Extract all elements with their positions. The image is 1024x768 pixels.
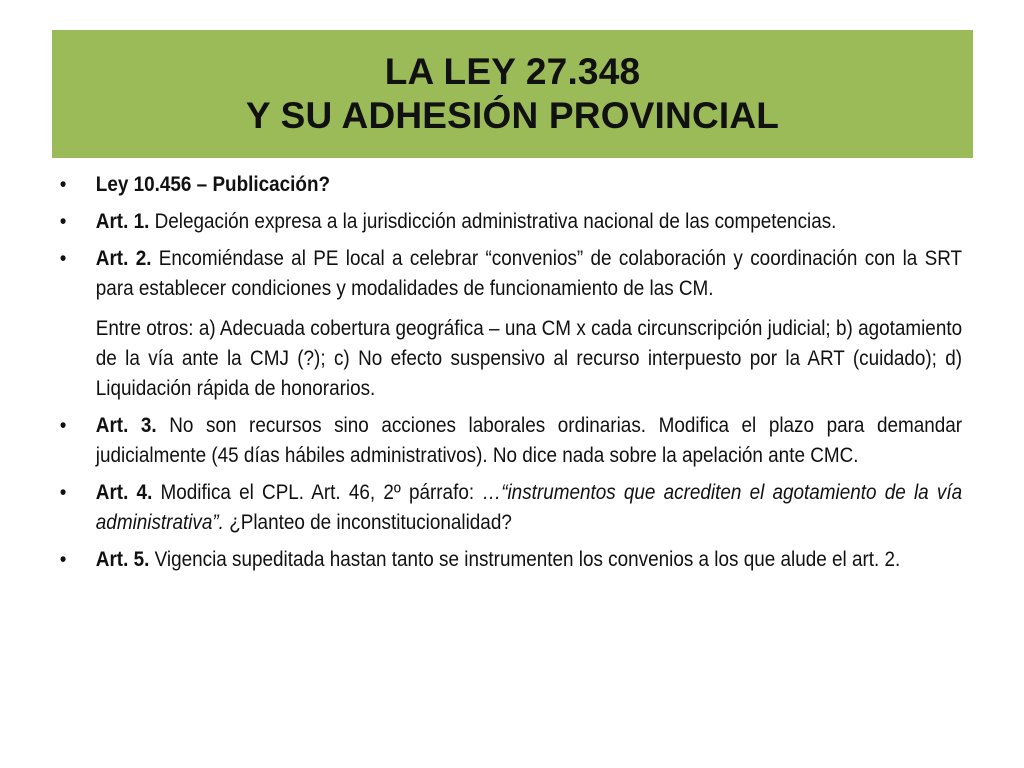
item-text: Delegación expresa a la jurisdicción administrativa nacional de las competencias. xyxy=(149,210,837,233)
bullet-marker: • xyxy=(59,247,67,270)
bullet-marker: • xyxy=(59,173,67,196)
item-lead: Art. 5. xyxy=(95,548,150,571)
list-item-art-5 xyxy=(58,545,962,575)
item-text: Vigencia supeditada hastan tanto se instrumenten los convenios a los que alude el art. 2. xyxy=(149,548,901,571)
list-item-ley xyxy=(58,170,962,200)
item-lead: Art. 1. xyxy=(95,210,150,233)
list-item-art-1 xyxy=(58,207,962,237)
bullet-marker: • xyxy=(59,210,67,233)
slide-title-banner xyxy=(52,30,973,158)
bullet-marker: • xyxy=(59,414,67,437)
item-text: Entre otros: a) Adecuada cobertura geográfica – una CM x cada circunscripción judicial; b) agotamiento de la vía ante la CMJ (?); c) No efecto suspensivo al recurso interpuesto por la ART (cuidado); d) Liquidación rápida de honorarios. xyxy=(95,317,963,400)
list-item-art-4 xyxy=(58,478,962,538)
item-lead: Art. 2. xyxy=(95,247,152,270)
item-lead: Art. 4. xyxy=(95,481,153,504)
list-item-art-2-detail xyxy=(58,314,962,404)
item-text: Encomiéndase al PE local a celebrar “convenios” de colaboración y coordinación con la SRT para establecer condiciones y modalidades de funcionamiento de las CM. xyxy=(95,247,963,300)
list-item-art-2 xyxy=(58,244,962,304)
list-item-art-3 xyxy=(58,411,962,471)
bullet-marker: • xyxy=(59,548,67,571)
bullet-list xyxy=(58,170,963,582)
item-text: Modifica el CPL. Art. 46, 2º párrafo: xyxy=(152,481,483,504)
item-text: No son recursos sino acciones laborales ordinarias. Modifica el plazo para demandar judicialmente (45 días hábiles administrativos). No dice nada sobre la apelación ante CMC. xyxy=(95,414,963,467)
item-lead: Art. 3. xyxy=(95,414,157,437)
slide-title-line-2: Y SU ADHESIÓN PROVINCIAL xyxy=(245,95,780,136)
slide-title-line-1: LA LEY 27.348 xyxy=(384,51,641,92)
bullet-marker: • xyxy=(59,481,67,504)
item-lead: Ley 10.456 – Publicación? xyxy=(95,173,331,196)
item-tail: ¿Planteo de inconstitucionalidad? xyxy=(223,511,512,534)
item-quote: …“instrumentos que acrediten el agotamiento de la vía administrativa”. xyxy=(95,481,963,534)
